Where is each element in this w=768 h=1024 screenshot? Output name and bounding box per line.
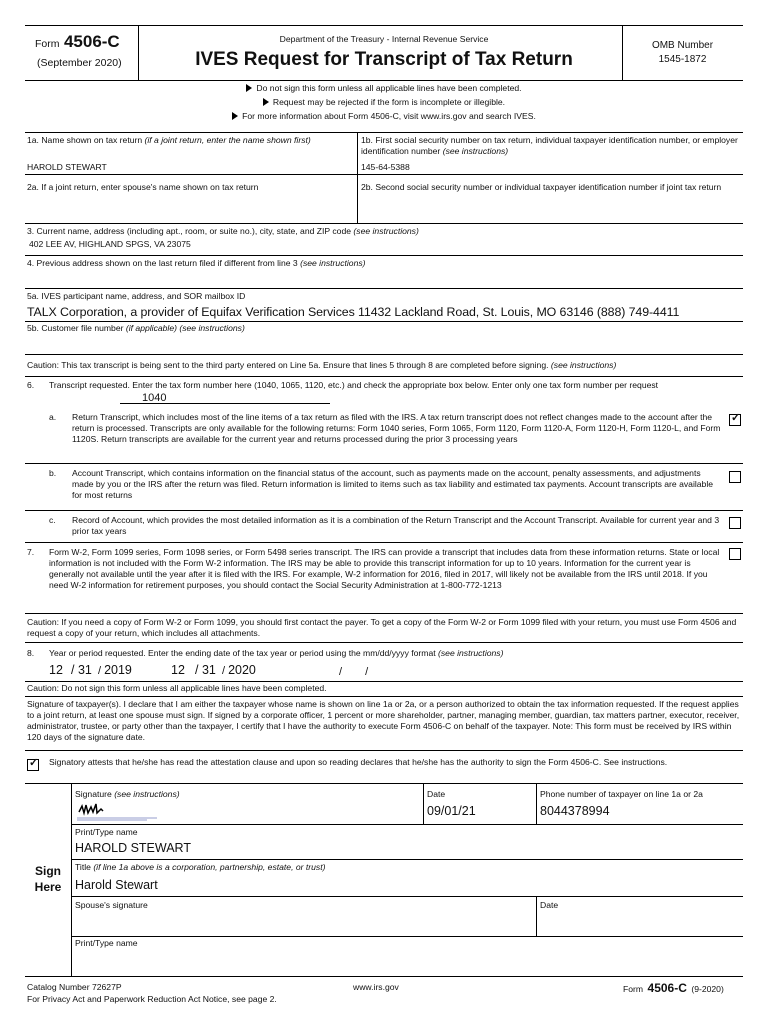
notice-3 <box>25 111 743 122</box>
line-1a-value[interactable]: HAROLD STEWART <box>27 162 107 172</box>
arrow-right-icon <box>263 98 269 106</box>
sign-block-border <box>71 783 72 976</box>
rule <box>25 681 743 682</box>
rule <box>25 255 743 256</box>
page-title: IVES Request for Transcript of Tax Return <box>195 49 573 70</box>
form-word: Form <box>35 38 60 50</box>
header-divider-right <box>622 25 623 80</box>
department: Department of the Treasury - Internal Revenue Service <box>279 34 489 44</box>
spouse-signature-label: Spouse's signature <box>75 900 148 910</box>
option-b-text: Account Transcript, which contains information on the financial status of the account, such as payments made on the account, penalty assessments, and adjustments made by you or the IRS after the return was filed. Return information is limited to items such as tax liability and estimated tax payments. Account transcripts are available for most returns <box>72 468 714 500</box>
line-6-text: Transcript requested. Enter the tax form number here (1040, 1065, 1120, etc.) and check the appropriate box below. Enter only one tax form number per request <box>49 380 659 390</box>
handwritten-signature <box>75 801 175 821</box>
rule <box>25 132 743 133</box>
period-3[interactable]: / / <box>339 666 369 678</box>
checkmark-icon: ✓ <box>731 412 741 424</box>
title-label: Title (if line 1a above is a corporation, partnership, estate, or trust) <box>75 862 326 872</box>
rule <box>25 542 743 543</box>
line-3-value[interactable]: 402 LEE AV, HIGHLAND SPGS, VA 23075 <box>29 239 191 249</box>
spouse-print-name-label: Print/Type name <box>75 938 138 948</box>
rule <box>25 321 743 322</box>
line-5b-label: 5b. Customer file number (if applicable) (see instructions) <box>27 323 245 333</box>
print-name-value[interactable]: HAROLD STEWART <box>75 841 191 855</box>
period-1[interactable]: 12 / 31 / 2019 <box>49 663 132 677</box>
omb-label: OMB Number <box>651 40 714 51</box>
rule <box>25 288 743 289</box>
line-7-text: Form W-2, Form 1099 series, Form 1098 series, or Form 5498 series transcript. The IRS can provide a transcript that includes data from these information returns. State or local information is not included with the Form W-2 information. The IRS may be able to provide this transcript information for up to 10 years. Information for the current year is generally not available until the year after it is filed with the IRS. For example, W-2 information for 2016, filed in 2017, will likely not be available from the IRS until 2018. If you need W-2 information for retirement purposes, you should contact the Social Security Administration at 1-800-772-1213 <box>49 547 720 590</box>
rule <box>25 613 743 614</box>
footer-form-id: Form 4506-C (9-2020) <box>623 981 724 995</box>
rule <box>71 896 743 897</box>
header-bottom-rule <box>25 80 743 81</box>
option-c-letter: c. <box>49 515 56 525</box>
date-value[interactable]: 09/01/21 <box>427 804 476 818</box>
line-6-form-number[interactable]: 1040 <box>142 392 167 404</box>
sign-here-label: Sign Here <box>34 864 62 894</box>
privacy-notice: For Privacy Act and Paperwork Reduction Act Notice, see page 2. <box>27 994 277 1004</box>
line-7-number: 7. <box>27 547 35 557</box>
title-value[interactable]: Harold Stewart <box>75 878 158 892</box>
rule <box>25 223 743 224</box>
rule <box>25 696 743 697</box>
notice-2 <box>25 97 743 108</box>
rule <box>25 642 743 643</box>
rule <box>25 174 743 175</box>
col-divider <box>357 132 358 223</box>
spouse-date-label: Date <box>540 900 559 910</box>
rule <box>25 510 743 511</box>
line-1b-label: 1b. First social security number on tax return, individual taxpayer identification number, or employer identification number (see instructions) <box>361 135 738 156</box>
signature-image[interactable] <box>75 801 175 821</box>
option-b-letter: b. <box>49 468 57 478</box>
notice-text: Do not sign this form unless all applicable lines have been completed. <box>256 83 522 93</box>
caution-3: Caution: Do not sign this form unless all applicable lines have been completed. <box>27 683 327 693</box>
date-label: Date <box>427 789 446 799</box>
caution-2: Caution: If you need a copy of Form W-2 or Form 1099, you should first contact the payer. To get a copy of the Form W-2 or Form 1099 filed with your return, you must use Form 4506 and request a copy of your return, which includes all attachments. <box>27 617 737 638</box>
print-name-label: Print/Type name <box>75 827 138 837</box>
option-a-checkbox[interactable] <box>729 414 741 426</box>
website-link[interactable]: www.irs.gov <box>353 982 399 992</box>
omb-number: 1545-1872 <box>658 54 707 65</box>
option-a-letter: a. <box>49 412 57 422</box>
phone-value[interactable]: 8044378994 <box>540 804 610 818</box>
line-6-number: 6. <box>27 380 35 390</box>
top-rule <box>25 25 743 26</box>
notice-1 <box>25 83 743 94</box>
caution-1: Caution: This tax transcript is being sent to the third party entered on Line 5a. Ensure that lines 5 through 8 are completed before signing. (see instructions) <box>27 360 617 370</box>
arrow-right-icon <box>246 84 252 92</box>
rule <box>25 463 743 464</box>
option-b-checkbox[interactable] <box>729 471 741 483</box>
form-id <box>35 32 120 52</box>
line-3-label: 3. Current name, address (including apt., room, or suite no.), city, state, and ZIP code (see instructions) <box>27 226 419 236</box>
line-7-checkbox[interactable] <box>729 548 741 560</box>
rule <box>25 783 743 784</box>
rule <box>25 750 743 751</box>
arrow-right-icon <box>232 112 238 120</box>
signature-label: Signature (see instructions) <box>75 789 180 799</box>
rule <box>71 936 743 937</box>
attest-text: Signatory attests that he/she has read the attestation clause and upon so reading declares that he/she has the authority to sign the Form 4506-C. See instructions. <box>49 757 668 767</box>
line-4-label: 4. Previous address shown on the last return filed if different from line 3 (see instructions) <box>27 258 366 268</box>
col-divider <box>536 896 537 936</box>
option-a-text: Return Transcript, which includes most of the line items of a tax return as filed with the IRS. A tax return transcript does not reflect changes made to the account after the return is processed. Transcripts are only available for the following returns: Form 1040 series, Form 1065, Form 1120, Form 1120-A, Form 1120-H, Form 1120-L, and Form 1120S. Return transcripts are available for the current year and returns processed during the prior 3 processing years <box>72 412 721 444</box>
form-number: 4506-C <box>63 32 120 51</box>
line-5a-label: 5a. IVES participant name, address, and SOR mailbox ID <box>27 291 246 301</box>
line-2a-label: 2a. If a joint return, enter spouse's name shown on tax return <box>27 182 259 192</box>
checkmark-icon: ✓ <box>29 757 39 769</box>
catalog-number: Catalog Number 72627P <box>27 982 122 992</box>
line-8-number: 8. <box>27 648 35 658</box>
rule <box>25 354 743 355</box>
col-divider <box>423 783 424 824</box>
line-8-text: Year or period requested. Enter the ending date of the tax year or period using the mm/dd/yyyy format (see instructions) <box>49 648 504 658</box>
option-c-checkbox[interactable] <box>729 517 741 529</box>
rule <box>25 376 743 377</box>
notice-text: For more information about Form 4506-C, visit www.irs.gov and search IVES. <box>242 111 536 121</box>
attest-checkbox[interactable] <box>27 759 39 771</box>
option-c-text: Record of Account, which provides the most detailed information as it is a combination of the Return Transcript and the Account Transcript. Available for current year and 3 prior tax years <box>72 515 720 536</box>
col-divider <box>536 783 537 824</box>
form-revision: (September 2020) <box>37 57 122 69</box>
form-page <box>25 25 743 1015</box>
notice-text: Request may be rejected if the form is incomplete or illegible. <box>272 97 506 107</box>
line-5a-value[interactable]: TALX Corporation, a provider of Equifax Verification Services 11432 Lackland Road, St. Louis, MO 63146 (888) 749-4411 <box>27 305 680 319</box>
declaration-text: Signature of taxpayer(s). I declare that I am either the taxpayer whose name is shown on line 1a or 2a, or a person authorized to obtain the tax information requested. If the request applies to a joint return, at least one spouse must sign. If signed by a corporate officer, 1 percent or more shareholder, partner, managing member, guardian, tax matters partner, executor, receiver, administrator, trustee, or party other than the taxpayer, I certify that I have the authority to execute Form 4506-C on behalf of the taxpayer. Note: This form must be received by IRS within 120 days of the signature date. <box>27 699 740 742</box>
line-1a-label: 1a. Name shown on tax return (if a joint return, enter the name shown first) <box>27 135 311 145</box>
bottom-rule <box>25 976 743 977</box>
rule <box>71 859 743 860</box>
line-1b-value[interactable]: 145-64-5388 <box>361 162 410 172</box>
period-2[interactable]: 12 / 31 / 2020 <box>171 663 256 677</box>
rule <box>71 824 743 825</box>
line-2b-label: 2b. Second social security number or individual taxpayer identification number if joint tax return <box>361 182 722 192</box>
phone-label: Phone number of taxpayer on line 1a or 2a <box>540 789 703 799</box>
